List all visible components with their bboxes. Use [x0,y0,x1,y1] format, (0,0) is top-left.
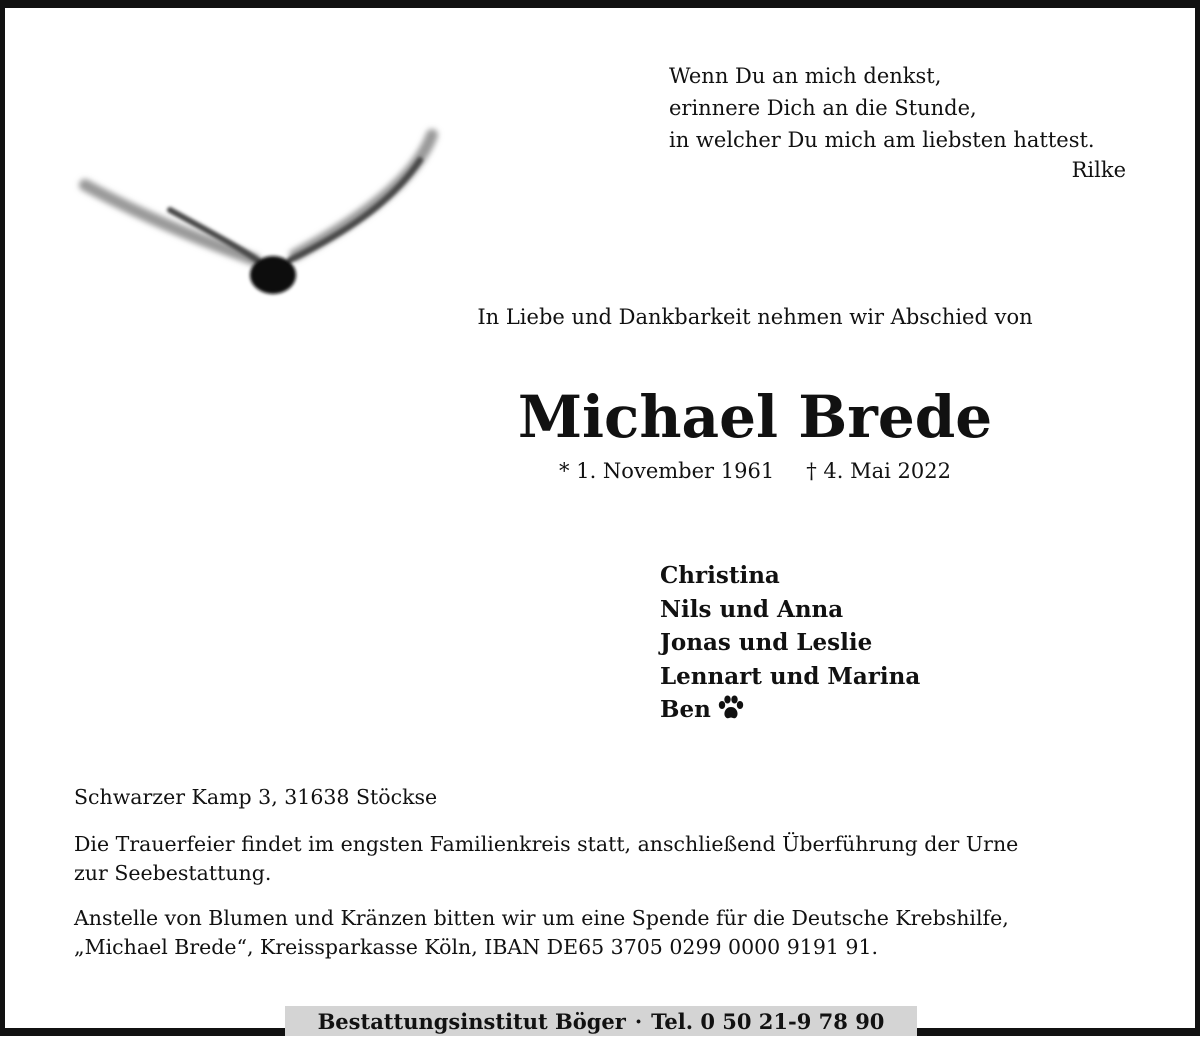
family-list [660,559,920,727]
poem-quote [669,60,1139,156]
paw-icon [717,695,745,721]
birth-date: * 1. November 1961 [559,459,775,483]
poem-author: Rilke [1071,158,1126,182]
family-member: Jonas und Leslie [660,629,873,656]
funeral-line: zur Seebestattung. [74,861,272,885]
intro-text: In Liebe und Dankbarkeit nehmen wir Abschied von [477,305,1033,329]
family-member: Christina [660,562,780,589]
address-text: Schwarzer Kamp 3, 31638 Stöckse [74,785,438,809]
footer-separator: · [634,1009,643,1034]
pet-name: Ben [660,696,711,723]
donation-line: Anstelle von Blumen und Kränzen bitten wir um eine Spende für die Deutsche Krebshilfe, [74,906,1009,930]
funeral-home-name: Bestattungsinstitut Böger [317,1009,626,1034]
family-member: Lennart und Marina [660,662,921,690]
poem-line: Wenn Du an mich denkst, [669,64,942,88]
family-member-pet [660,693,920,727]
funeral-home-footer [285,1006,917,1036]
life-dates [380,459,1130,483]
poem-line: erinnere Dich an die Stunde, [669,96,977,120]
funeral-line: Die Trauerfeier findet im engsten Familienkreis statt, anschließend Überführung der Urne [74,832,1019,856]
funeral-info [74,830,1144,888]
death-date: † 4. Mai 2022 [806,459,951,483]
poem-line: in welcher Du mich am liebsten hattest. [669,128,1095,152]
seagull-icon [70,110,460,310]
donation-info [74,904,1144,962]
funeral-home-phone: Tel. 0 50 21-9 78 90 [651,1009,885,1034]
donation-line: „Michael Brede“, Kreissparkasse Köln, IBAN DE65 3705 0299 0000 9191 91. [74,935,879,959]
deceased-name: Michael Brede [517,383,993,451]
family-member: Nils und Anna [660,595,844,623]
